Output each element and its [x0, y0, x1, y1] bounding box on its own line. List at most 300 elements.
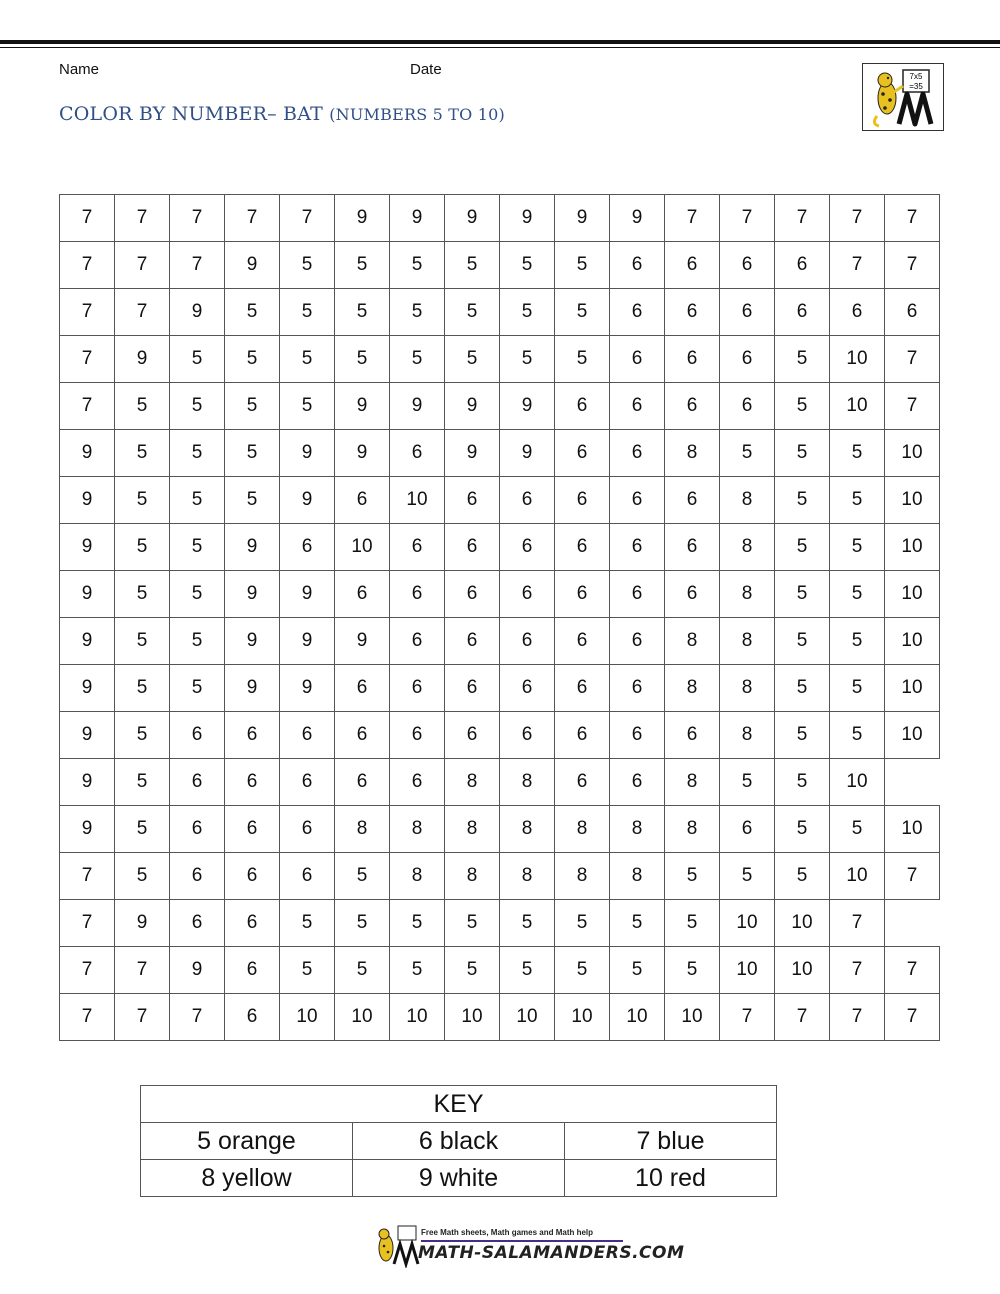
grid-cell: 5	[115, 383, 170, 430]
grid-cell: 5	[115, 477, 170, 524]
grid-cell: 6	[555, 524, 610, 571]
logo-eq-bottom: =35	[909, 82, 923, 91]
grid-cell: 8	[665, 806, 720, 853]
grid-cell: 5	[720, 430, 775, 477]
grid-cell: 9	[335, 383, 390, 430]
grid-cell: 8	[720, 571, 775, 618]
grid-cell: 5	[610, 947, 665, 994]
grid-cell: 10	[830, 759, 885, 806]
grid-cell: 5	[555, 289, 610, 336]
grid-cell: 9	[225, 571, 280, 618]
grid-cell: 5	[225, 430, 280, 477]
grid-cell: 6	[885, 289, 940, 336]
grid-cell: 5	[555, 242, 610, 289]
grid-cell: 6	[500, 477, 555, 524]
grid-cell: 5	[115, 806, 170, 853]
grid-cell: 6	[225, 994, 280, 1041]
grid-row	[60, 759, 940, 806]
grid-cell: 7	[170, 195, 225, 242]
grid-cell: 10	[830, 383, 885, 430]
grid-cell: 5	[390, 900, 445, 947]
grid-cell: 5	[225, 383, 280, 430]
grid-cell: 6	[225, 853, 280, 900]
grid-cell: 5	[830, 430, 885, 477]
grid-cell: 5	[170, 383, 225, 430]
grid-cell: 5	[170, 665, 225, 712]
grid-cell: 8	[445, 853, 500, 900]
grid-cell: 10	[665, 994, 720, 1041]
grid-cell: 9	[500, 383, 555, 430]
grid-cell: 6	[555, 571, 610, 618]
grid-cell: 6	[830, 289, 885, 336]
grid-cell: 5	[720, 853, 775, 900]
grid-cell: 10	[885, 571, 940, 618]
grid-cell: 5	[775, 524, 830, 571]
grid-cell: 8	[720, 665, 775, 712]
grid-cell: 5	[115, 618, 170, 665]
grid-cell: 5	[720, 759, 775, 806]
grid-cell: 5	[115, 430, 170, 477]
grid-cell: 5	[225, 289, 280, 336]
grid-row	[60, 853, 940, 900]
grid-cell: 7	[720, 195, 775, 242]
grid-cell: 7	[830, 994, 885, 1041]
grid-cell: 8	[555, 806, 610, 853]
grid-cell: 6	[500, 571, 555, 618]
key-cell: 9 white	[353, 1160, 565, 1197]
grid-cell: 9	[500, 430, 555, 477]
grid-cell: 9	[60, 759, 115, 806]
grid-cell: 10	[390, 994, 445, 1041]
grid-cell: 9	[280, 665, 335, 712]
grid-cell: 6	[665, 289, 720, 336]
grid-cell: 9	[60, 524, 115, 571]
footer-tagline: Free Math sheets, Math games and Math help	[421, 1228, 594, 1237]
grid-cell: 6	[610, 383, 665, 430]
grid-cell: 5	[500, 900, 555, 947]
grid-row	[60, 665, 940, 712]
grid-cell: 8	[610, 806, 665, 853]
grid-cell: 6	[390, 759, 445, 806]
grid-cell: 6	[445, 665, 500, 712]
grid-cell: 9	[445, 195, 500, 242]
grid-cell: 7	[60, 242, 115, 289]
grid-cell: 5	[775, 806, 830, 853]
title-text: COLOR BY NUMBER– BAT	[59, 103, 323, 125]
grid-cell: 7	[170, 242, 225, 289]
grid-cell: 6	[390, 524, 445, 571]
grid-cell: 7	[885, 195, 940, 242]
grid-cell: 6	[170, 806, 225, 853]
grid-cell: 10	[885, 806, 940, 853]
grid-cell: 6	[390, 571, 445, 618]
grid-cell: 6	[390, 618, 445, 665]
grid-cell: 9	[280, 477, 335, 524]
grid-row	[60, 195, 940, 242]
grid-cell: 10	[555, 994, 610, 1041]
grid-cell: 7	[60, 947, 115, 994]
grid-cell: 5	[830, 665, 885, 712]
grid-cell: 6	[610, 524, 665, 571]
grid-cell: 7	[775, 195, 830, 242]
key-cell: 6 black	[353, 1123, 565, 1160]
grid-cell: 5	[280, 336, 335, 383]
grid-cell: 6	[775, 242, 830, 289]
grid-cell: 7	[885, 947, 940, 994]
grid-cell: 6	[720, 242, 775, 289]
grid-cell: 9	[335, 430, 390, 477]
grid-cell: 5	[610, 900, 665, 947]
grid-cell: 5	[335, 853, 390, 900]
grid-cell: 6	[445, 712, 500, 759]
key-cell: 8 yellow	[141, 1160, 353, 1197]
grid-cell: 6	[225, 712, 280, 759]
grid-cell: 8	[610, 853, 665, 900]
grid-cell: 5	[775, 383, 830, 430]
grid-cell: 9	[555, 195, 610, 242]
grid-cell: 9	[60, 712, 115, 759]
grid-cell: 10	[885, 665, 940, 712]
grid-cell: 5	[115, 524, 170, 571]
grid-row	[60, 571, 940, 618]
grid-cell: 9	[170, 289, 225, 336]
grid-cell: 9	[610, 195, 665, 242]
grid-cell: 6	[555, 618, 610, 665]
salamander-logo-icon	[863, 64, 943, 130]
grid-cell: 5	[115, 571, 170, 618]
grid-cell: 5	[335, 242, 390, 289]
footer-divider	[421, 1240, 623, 1242]
grid-cell: 5	[335, 289, 390, 336]
grid-cell: 5	[665, 900, 720, 947]
grid-cell: 6	[170, 759, 225, 806]
grid-cell: 5	[775, 336, 830, 383]
grid-cell: 6	[445, 477, 500, 524]
grid-cell: 9	[445, 383, 500, 430]
grid-cell: 6	[610, 430, 665, 477]
grid-cell: 5	[445, 900, 500, 947]
grid-row	[60, 289, 940, 336]
color-by-number-grid	[59, 194, 940, 1041]
grid-cell: 9	[60, 571, 115, 618]
grid-cell: 9	[60, 430, 115, 477]
grid-cell: 8	[555, 853, 610, 900]
grid-cell: 5	[225, 336, 280, 383]
grid-cell: 5	[335, 336, 390, 383]
grid-cell: 9	[225, 242, 280, 289]
grid-cell: 10	[445, 994, 500, 1041]
grid-cell: 5	[775, 712, 830, 759]
grid-cell: 6	[610, 571, 665, 618]
grid-cell: 9	[280, 430, 335, 477]
name-label: Name	[59, 61, 100, 78]
grid-cell: 5	[170, 336, 225, 383]
top-rule	[0, 40, 1000, 44]
grid-cell: 6	[555, 665, 610, 712]
footer-salamander-icon	[372, 1224, 422, 1268]
grid-cell: 5	[390, 336, 445, 383]
grid-cell: 8	[665, 759, 720, 806]
grid-cell: 9	[225, 665, 280, 712]
grid-cell: 10	[335, 524, 390, 571]
grid-cell: 8	[665, 665, 720, 712]
grid-cell: 6	[610, 712, 665, 759]
grid-cell: 9	[170, 947, 225, 994]
grid-cell: 7	[720, 994, 775, 1041]
grid-cell: 6	[610, 477, 665, 524]
grid-row	[60, 618, 940, 665]
grid-cell: 5	[280, 383, 335, 430]
grid-cell: 5	[280, 242, 335, 289]
grid-cell: 5	[775, 430, 830, 477]
grid-cell: 5	[390, 289, 445, 336]
grid-cell: 6	[280, 853, 335, 900]
grid-cell: 9	[390, 195, 445, 242]
grid-cell: 5	[170, 430, 225, 477]
grid-cell: 6	[720, 383, 775, 430]
grid-cell: 6	[170, 900, 225, 947]
grid-cell: 8	[445, 806, 500, 853]
grid-cell: 5	[390, 947, 445, 994]
grid-cell: 5	[775, 477, 830, 524]
grid-cell: 7	[115, 947, 170, 994]
grid-cell: 6	[665, 571, 720, 618]
grid-cell: 5	[830, 571, 885, 618]
key-row	[141, 1160, 777, 1197]
grid-cell: 7	[115, 195, 170, 242]
grid-cell: 5	[775, 618, 830, 665]
grid-row	[60, 477, 940, 524]
grid-cell: 7	[830, 242, 885, 289]
grid-cell: 6	[280, 712, 335, 759]
grid-cell: 9	[60, 665, 115, 712]
grid-cell: 6	[665, 524, 720, 571]
key-cell: 10 red	[565, 1160, 777, 1197]
grid-cell: 5	[280, 947, 335, 994]
grid-cell: 6	[390, 712, 445, 759]
title-subtitle: (NUMBERS 5 TO 10)	[329, 105, 505, 124]
grid-cell: 6	[610, 289, 665, 336]
grid-cell: 7	[60, 900, 115, 947]
grid-cell: 6	[390, 665, 445, 712]
grid-cell: 9	[335, 618, 390, 665]
grid-cell: 5	[280, 900, 335, 947]
key-header-row	[141, 1086, 777, 1123]
grid-cell: 5	[830, 712, 885, 759]
grid-row	[60, 806, 940, 853]
grid-cell: 5	[445, 242, 500, 289]
grid-cell: 5	[280, 289, 335, 336]
grid-cell: 5	[445, 289, 500, 336]
grid-cell: 5	[555, 900, 610, 947]
grid-cell: 5	[665, 853, 720, 900]
page-title	[59, 103, 505, 125]
grid-cell: 10	[885, 477, 940, 524]
grid-cell: 6	[555, 712, 610, 759]
grid-cell: 6	[280, 806, 335, 853]
grid-cell: 6	[720, 289, 775, 336]
grid-cell: 7	[885, 853, 940, 900]
grid-cell: 10	[720, 947, 775, 994]
grid-cell: 8	[720, 712, 775, 759]
top-rule-thin	[0, 47, 1000, 48]
grid-cell: 5	[445, 336, 500, 383]
salamander-logo	[862, 63, 944, 131]
grid-cell: 9	[115, 900, 170, 947]
grid-cell: 7	[225, 195, 280, 242]
grid-cell: 6	[500, 618, 555, 665]
grid-row	[60, 242, 940, 289]
grid-cell: 5	[775, 853, 830, 900]
grid-cell: 6	[610, 665, 665, 712]
grid-cell: 5	[500, 242, 555, 289]
grid-cell: 10	[885, 712, 940, 759]
grid-cell: 5	[830, 806, 885, 853]
grid-cell: 8	[720, 618, 775, 665]
grid-cell: 10	[775, 947, 830, 994]
grid-cell: 6	[720, 336, 775, 383]
grid-cell: 6	[225, 947, 280, 994]
grid-cell: 9	[115, 336, 170, 383]
grid-cell: 7	[830, 195, 885, 242]
grid-cell: 8	[445, 759, 500, 806]
grid-cell: 5	[390, 242, 445, 289]
grid-cell: 6	[720, 806, 775, 853]
grid-cell: 10	[885, 618, 940, 665]
grid-cell: 7	[60, 336, 115, 383]
grid-cell: 5	[775, 759, 830, 806]
grid-cell: 7	[60, 383, 115, 430]
grid-cell: 5	[555, 336, 610, 383]
grid-cell: 7	[885, 242, 940, 289]
grid-cell: 7	[775, 994, 830, 1041]
grid-cell: 7	[885, 336, 940, 383]
grid-row	[60, 900, 940, 947]
grid-row	[60, 994, 940, 1041]
grid-row	[60, 336, 940, 383]
grid-cell: 6	[500, 665, 555, 712]
grid-cell: 6	[555, 430, 610, 477]
grid-cell: 6	[775, 289, 830, 336]
grid-cell: 5	[665, 947, 720, 994]
grid-cell: 5	[170, 524, 225, 571]
grid-cell: 7	[60, 853, 115, 900]
grid-cell: 7	[170, 994, 225, 1041]
grid-cell: 9	[60, 806, 115, 853]
grid-cell: 8	[665, 618, 720, 665]
grid-cell: 6	[280, 759, 335, 806]
grid-cell: 6	[335, 665, 390, 712]
grid-cell: 5	[500, 336, 555, 383]
grid-cell: 8	[720, 477, 775, 524]
grid-cell: 8	[500, 759, 555, 806]
grid-row	[60, 430, 940, 477]
grid-cell: 6	[665, 477, 720, 524]
grid-cell: 5	[335, 900, 390, 947]
grid-cell: 10	[775, 900, 830, 947]
grid-cell: 9	[500, 195, 555, 242]
grid-cell: 7	[60, 994, 115, 1041]
grid-cell: 7	[60, 289, 115, 336]
grid-cell: 6	[665, 242, 720, 289]
grid-cell: 8	[665, 430, 720, 477]
grid-cell: 6	[665, 336, 720, 383]
grid-cell: 9	[280, 571, 335, 618]
grid-cell: 6	[335, 759, 390, 806]
grid-cell: 7	[830, 947, 885, 994]
grid-cell: 10	[335, 994, 390, 1041]
grid-cell: 6	[665, 712, 720, 759]
grid-cell: 6	[610, 242, 665, 289]
grid-cell: 6	[445, 571, 500, 618]
grid-cell: 7	[665, 195, 720, 242]
grid-cell: 5	[500, 289, 555, 336]
grid-cell: 5	[500, 947, 555, 994]
grid-cell: 5	[115, 759, 170, 806]
grid-cell: 5	[775, 571, 830, 618]
grid-cell: 5	[170, 571, 225, 618]
grid-cell: 6	[335, 712, 390, 759]
grid-cell: 9	[225, 524, 280, 571]
grid-cell: 6	[335, 477, 390, 524]
grid-cell: 9	[280, 618, 335, 665]
grid-cell: 6	[390, 430, 445, 477]
grid-cell: 6	[170, 853, 225, 900]
grid-cell: 5	[335, 947, 390, 994]
grid-cell: 9	[335, 195, 390, 242]
key-row	[141, 1123, 777, 1160]
grid-cell: 10	[830, 336, 885, 383]
grid-cell: 7	[60, 195, 115, 242]
grid-cell: 9	[225, 618, 280, 665]
grid-cell: 6	[555, 477, 610, 524]
grid-cell: 7	[115, 242, 170, 289]
grid-cell: 10	[830, 853, 885, 900]
logo-eq-top: 7x5	[909, 72, 923, 81]
grid-cell: 6	[225, 900, 280, 947]
grid-cell: 9	[445, 430, 500, 477]
grid-cell: 6	[335, 571, 390, 618]
grid-cell: 7	[115, 289, 170, 336]
grid-cell: 6	[665, 383, 720, 430]
grid-cell: 8	[390, 806, 445, 853]
grid-cell: 6	[610, 336, 665, 383]
grid-cell: 5	[445, 947, 500, 994]
grid-cell: 8	[500, 806, 555, 853]
grid-row	[60, 947, 940, 994]
grid-cell: 5	[170, 477, 225, 524]
grid-cell: 8	[720, 524, 775, 571]
grid-cell: 6	[225, 806, 280, 853]
grid-cell: 6	[610, 618, 665, 665]
grid-cell: 7	[280, 195, 335, 242]
grid-cell: 5	[830, 524, 885, 571]
grid-cell: 10	[390, 477, 445, 524]
key-cell: 5 orange	[141, 1123, 353, 1160]
grid-cell: 7	[885, 994, 940, 1041]
grid-cell: 10	[885, 430, 940, 477]
grid-cell: 9	[390, 383, 445, 430]
grid-row	[60, 383, 940, 430]
grid-cell: 6	[500, 524, 555, 571]
key-cell: 7 blue	[565, 1123, 777, 1160]
grid-cell: 8	[390, 853, 445, 900]
footer-site-name: MATH-SALAMANDERS.COM	[418, 1243, 685, 1263]
grid-cell: 6	[555, 759, 610, 806]
grid-cell: 10	[500, 994, 555, 1041]
grid-cell: 6	[225, 759, 280, 806]
grid-cell: 6	[445, 524, 500, 571]
